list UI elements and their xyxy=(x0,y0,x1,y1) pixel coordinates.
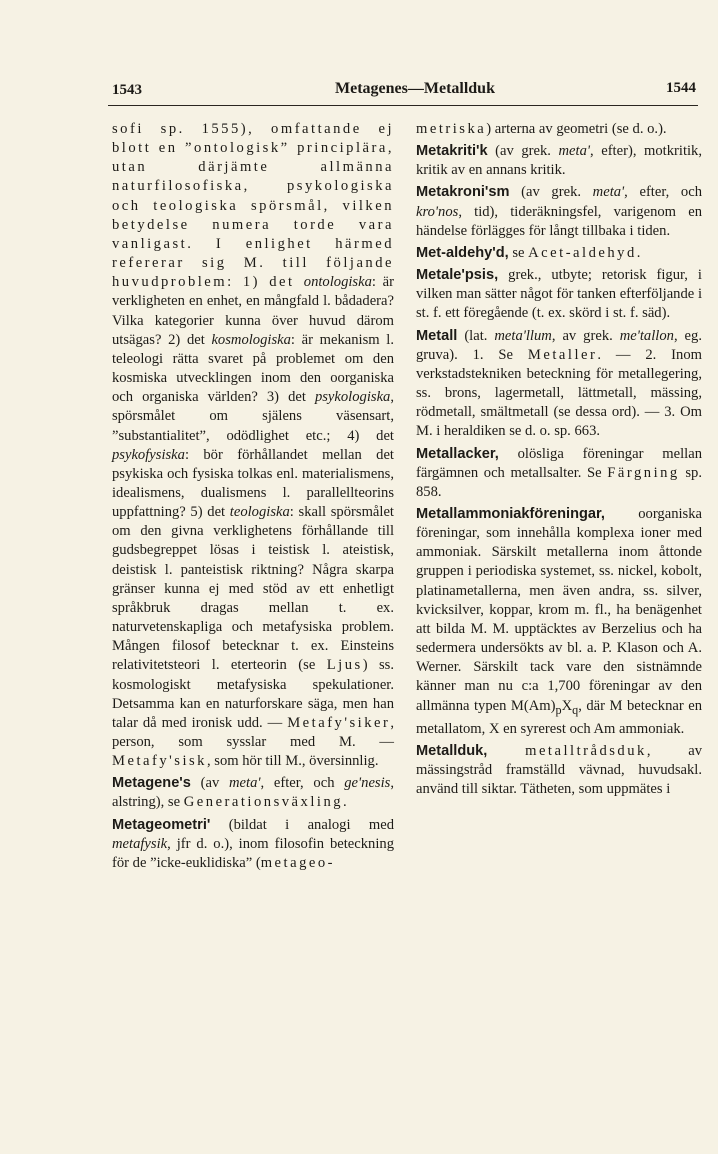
entry-metallammoniakforeningar: Metallammoniakföreningar, oorganiska föreningar, som innehålla komplexa ioner med ammoniak. Särskilt metallerna inom åttonde gruppen i periodiska systemet, ss. nickel, kobolt, platinametallerna, men även andra, ss. silver, kvicksilver, koppar, krom m. fl., ha benägenhet att bilda M. M. upptäcktes av Berzelius och ha sedermera undersökts av bl. a. P. Klason och A. Werner. Särskilt tack vare den sistnämnde känner man nu c:a 1,700 föreningar av den allmänna typen $M(Am)_pX_q$, där M betecknar en metallatom, X en syrerest och Am ammoniak. xyxy=(416,505,702,737)
entry-metakritik: Metakriti'k (av grek. meta', efter), motkritik, kritik av en annans kritik. xyxy=(416,143,702,179)
left-column xyxy=(112,120,394,876)
entry-metall: Metall (lat. meta'llum, av grek. me'tallon, eg. gruva). 1. Se Metaller. — 2. Inom verkstadstekniken beteckning för metallegering, ss. brons, lagermetall, lättmetall, mässing, rödmetall, smältmetall (se dessa ord). — 3. Om M. i heraldiken se d. o. sp. 663. xyxy=(416,327,702,440)
entry-metageometri: Metageometri' (bildat i analogi med metafysik, jfr d. o.), inom filosofin beteckning för de ”icke-euklidiska” (metageo- xyxy=(112,816,394,871)
entry-metalepsis: Metale'psis, grek., utbyte; retorisk figur, i vilken man sätter något för tanken efterföljande i st. f. ett föregående (t. ex. skörd i st. f. säd). xyxy=(416,267,702,322)
entry-metallacker: Metallacker, olösliga föreningar mellan färgämnen och metallsalter. Se Färgning sp. 858. xyxy=(416,445,702,500)
left-page-number: 1543 xyxy=(112,82,142,98)
right-page-number: 1544 xyxy=(666,80,696,96)
entry-metallduk: Metallduk, metalltrådsduk, av mässingstråd framställd vävnad, huvudsakl. använd till siktar. Tätheten, som uppmätes i xyxy=(416,742,702,798)
right-column xyxy=(416,120,702,802)
metageometri-continuation: metriska) arterna av geometri (se d. o.). xyxy=(416,121,667,137)
chemical-formula: $M(Am)_pX_q$ xyxy=(510,697,579,717)
running-head: Metagenes—Metallduk xyxy=(335,80,495,97)
entry-metakronism: Metakroni'sm (av grek. meta', efter, och kro'nos, tid), tideräkningsfel, varigenom en händelse förlägges för långt tillbaka i tiden. xyxy=(416,184,702,239)
entry-metaldehyd: Met-aldehy'd, se Acet-aldehyd. xyxy=(416,244,641,261)
metafysik-continuation: sofi sp. 1555), omfattande ej blott en ”ontologisk” principlära, utan därjämte allmänna naturfilosofiska, psykologiska och teologiska spörsmål, vilken betydelse numera torde vara vanligast. I enlighet härmed refererar sig M. till följande huvudproblem: 1) det ontologiska: är verkligheten en enhet, en mångfald l. bådadera? Vilka kategorier kunna över huvud därom utsägas? 2) det kosmologiska: är mekanism l. teleologi rätta svaret på problemet om den kosmiska utvecklingen inom den oorganiska och organiska världen? 3) det psykologiska, spörsmålet om själens väsensart, ”substantialitet”, odödlighet etc.; 4) det psykofysiska: bör förhållandet mellan det psykiska och fysiska tolkas enl. materialismens, idealismens, dualismens l. parallellteorins uppfattning? 5) det teologiska: skall spörsmålet om den givna verklighetens förhållande till gudsbegreppet lösas i teistisk l. ateistisk, deistisk l. panteistisk riktning? Några skarpa gränser kunna ej med stöd av ett enhetligt språkbruk dragas mellan t. ex. naturvetenskapliga och metafysiska problem. Mången filosof betecknar t. ex. Einsteins relativitetsteori l. eterteorin (se Ljus) ss. kosmologiskt metafysiska spekulationer. Detsamma kan en naturforskare säga, men han talar då med ironisk udd. — Metafy'siker, person, som sysslar med M. — Metafy'sisk, som hör till M., översinnlig. xyxy=(112,121,395,770)
header-rule xyxy=(108,105,698,106)
entry-metagenes: Metagene's (av meta', efter, och ge'nesis, alstring), se Generationsväxling. xyxy=(112,775,394,811)
